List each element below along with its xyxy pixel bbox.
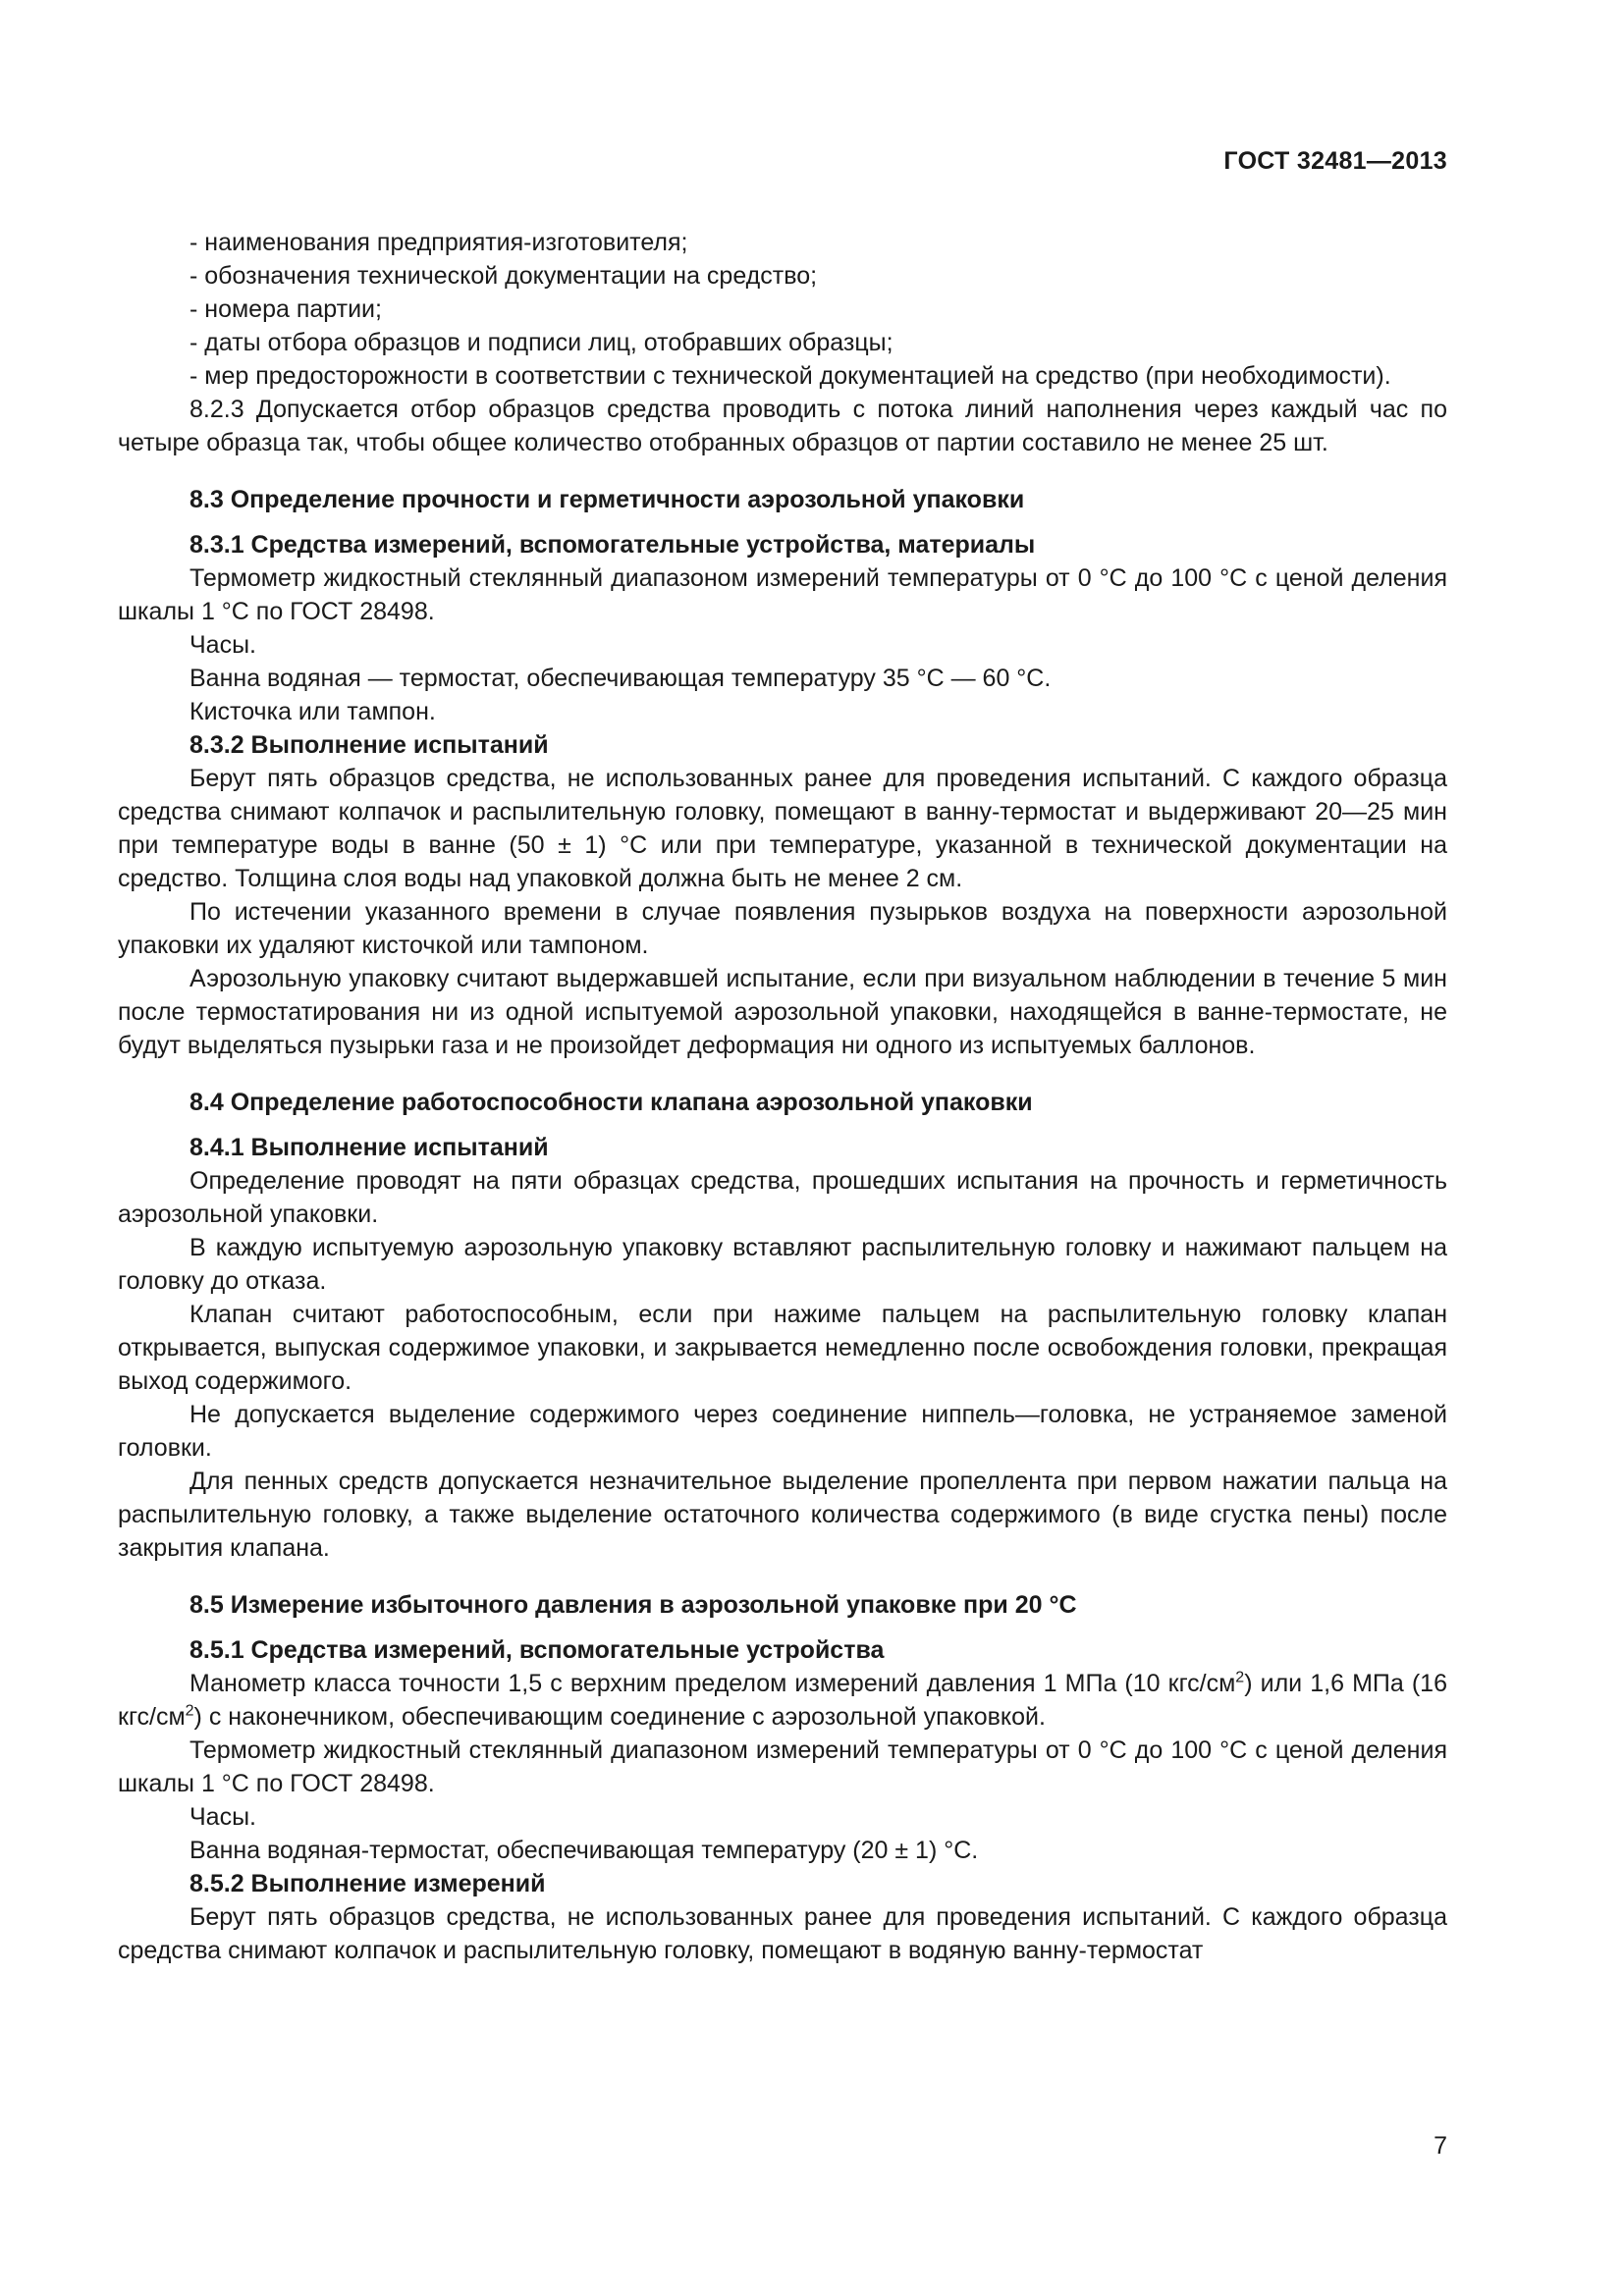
paragraph: Берут пять образцов средства, не использованных ранее для проведения испытаний. С каждого образца средства снимают колпачок и распылительную головку, помещают в водяную ванну-термостат bbox=[118, 1903, 1447, 1964]
paragraph: Часы. bbox=[189, 1803, 256, 1831]
paragraph: Кисточка или тампон. bbox=[189, 698, 436, 725]
list-item: - обозначения технической документации на средство; bbox=[189, 262, 818, 290]
section-heading-8-3: 8.3 Определение прочности и герметичности аэрозольной упаковки bbox=[189, 486, 1025, 513]
paragraph: В каждую испытуемую аэрозольную упаковку вставляют распылительную головку и нажимают пальцем на головку до отказа. bbox=[118, 1234, 1447, 1295]
subsection-heading-8-5-2: 8.5.2 Выполнение измерений bbox=[189, 1870, 546, 1897]
document-number: ГОСТ 32481—2013 bbox=[1223, 147, 1447, 175]
paragraph: Термометр жидкостный стеклянный диапазоном измерений температуры от 0 °С до 100 °С с ценой деления шкалы 1 °С по ГОСТ 28498. bbox=[118, 1736, 1447, 1797]
list-item: - мер предосторожности в соответствии с технической документацией на средство (при необходимости). bbox=[189, 362, 1391, 390]
subsection-heading-8-3-1: 8.3.1 Средства измерений, вспомогательные устройства, материалы bbox=[189, 531, 1036, 559]
list-item: - наименования предприятия-изготовителя; bbox=[189, 229, 688, 256]
paragraph: Не допускается выделение содержимого через соединение ниппель—головка, не устраняемое заменой головки. bbox=[118, 1401, 1447, 1462]
paragraph-manometer bbox=[118, 1667, 1447, 1734]
paragraph: Для пенных средств допускается незначительное выделение пропеллента при первом нажатии пальца на распылительную головку, а также выделение остаточного количества содержимого (в виде сгустка пены) после закрытия клапана. bbox=[118, 1468, 1447, 1562]
page-number: 7 bbox=[1434, 2132, 1447, 2160]
paragraph: Часы. bbox=[189, 631, 256, 659]
text-span: Манометр класса точности 1,5 с верхним пределом измерений давления 1 МПа (10 кгс/см bbox=[189, 1670, 1236, 1697]
text-span: ) или 1,6 МПа (16 кгс/см bbox=[118, 1670, 1447, 1731]
section-heading-8-4: 8.4 Определение работоспособности клапана аэрозольной упаковки bbox=[189, 1089, 1033, 1116]
section-heading-8-5: 8.5 Измерение избыточного давления в аэрозольной упаковке при 20 °С bbox=[189, 1591, 1077, 1619]
paragraph: Клапан считают работоспособным, если при нажиме пальцем на распылительную головку клапан открывается, выпуская содержимое упаковки, и закрывается немедленно после освобождения головки, прекращая выход содержимого. bbox=[118, 1301, 1447, 1395]
paragraph: Ванна водяная-термостат, обеспечивающая температуру (20 ± 1) °С. bbox=[189, 1837, 979, 1864]
paragraph: По истечении указанного времени в случае появления пузырьков воздуха на поверхности аэрозольной упаковки их удаляют кисточкой или тампоном. bbox=[118, 898, 1447, 959]
list-item: - номера партии; bbox=[189, 295, 382, 323]
superscript: 2 bbox=[1235, 1669, 1245, 1686]
paragraph: Термометр жидкостный стеклянный диапазоном измерений температуры от 0 °С до 100 °С с ценой деления шкалы 1 °С по ГОСТ 28498. bbox=[118, 564, 1447, 625]
subsection-heading-8-5-1: 8.5.1 Средства измерений, вспомогательные устройства bbox=[189, 1636, 885, 1664]
subsection-heading-8-4-1: 8.4.1 Выполнение испытаний bbox=[189, 1134, 549, 1161]
paragraph: Аэрозольную упаковку считают выдержавшей испытание, если при визуальном наблюдении в течение 5 мин после термостатирования ни из одной испытуемой аэрозольной упаковки, находящейся в ванне-термостате, не будут выделяться пузырьки газа и не произойдет деформация ни одного из испытуемых баллонов. bbox=[118, 965, 1447, 1059]
subsection-heading-8-3-2: 8.3.2 Выполнение испытаний bbox=[189, 731, 549, 759]
superscript: 2 bbox=[185, 1702, 194, 1720]
paragraph: Берут пять образцов средства, не использованных ранее для проведения испытаний. С каждого образца средства снимают колпачок и распылительную головку, помещают в ванну-термостат и выдерживают 20—25 мин при температуре воды в ванне (50 ± 1) °С или при температуре, указанной в технической документации на средство. Толщина слоя воды над упаковкой должна быть не менее 2 см. bbox=[118, 765, 1447, 892]
list-item: - даты отбора образцов и подписи лиц, отобравших образцы; bbox=[189, 329, 893, 356]
paragraph-8-2-3: 8.2.3 Допускается отбор образцов средства проводить с потока линий наполнения через каждый час по четыре образца так, чтобы общее количество отобранных образцов от партии составило не менее 25 шт. bbox=[118, 396, 1447, 456]
text-span: ) с наконечником, обеспечивающим соединение с аэрозольной упаковкой. bbox=[193, 1703, 1046, 1731]
page-content bbox=[118, 226, 1447, 1967]
paragraph: Ванна водяная — термостат, обеспечивающая температуру 35 °С — 60 °С. bbox=[189, 665, 1052, 692]
paragraph: Определение проводят на пяти образцах средства, прошедших испытания на прочность и герметичность аэрозольной упаковки. bbox=[118, 1167, 1447, 1228]
